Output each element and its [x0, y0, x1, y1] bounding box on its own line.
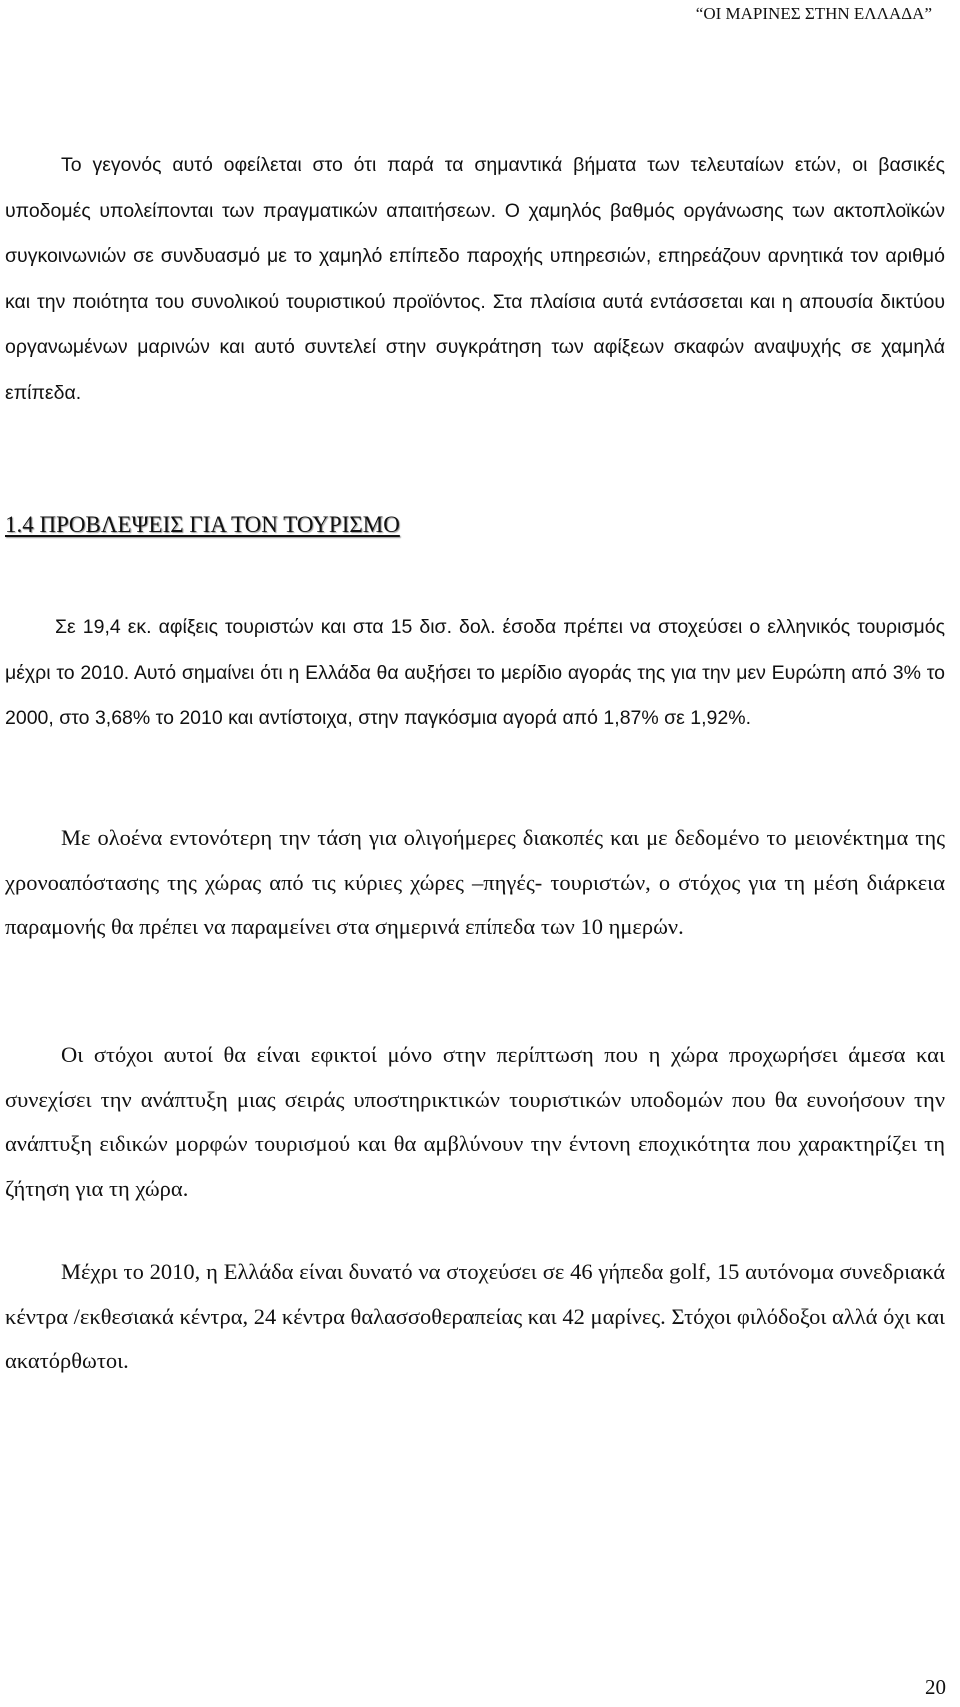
page-number: 20 — [925, 1675, 946, 1699]
paragraph-goals: Οι στόχοι αυτοί θα είναι εφικτοί μόνο στην περίπτωση που η χώρα προχωρήσει άμεσα και συνεχίσει την ανάπτυξη μιας σειράς υποστηρικτικών τουριστικών υποδομών που θα ευνοήσουν την ανάπτυξη ειδικών μορφών τουρισμού και θα αμβλύνουν την έντονη εποχικότητα που χαρακτηρίζει τη ζήτηση για τη χώρα. — [5, 1042, 945, 1201]
paragraph-infrastructure: Το γεγονός αυτό οφείλεται στο ότι παρά τα σημαντικά βήματα των τελευταίων ετών, οι βασικές υποδομές υπολείπονται των πραγματικών απαιτήσεων. Ο χαμηλός βαθμός οργάνωσης των ακτοπλοϊκών συγκοινωνιών σε συνδυασμό με το χαμηλό επίπεδο παροχής υπηρεσιών, επηρεάζουν αρνητικά τον αριθμό και την ποιότητα του συνολικού τουριστικού προϊόντος. Στα πλαίσια αυτά εντάσσεται και η απουσία δικτύου οργανωμένων μαρινών και αυτό συντελεί στην συγκράτηση των αφίξεων σκαφών αναψυχής σε χαμηλά επίπεδα. — [5, 154, 945, 404]
paragraph-infrastructure-goals: Μέχρι το 2010, η Ελλάδα είναι δυνατό να στοχεύσει σε 46 γήπεδα golf, 15 αυτόνομα συνεδριακά κέντρα /εκθεσιακά κέντρα, 24 κέντρα θαλασσοθεραπείας και 42 μαρίνες. Στόχοι φιλόδοξοι αλλά όχι και ακατόρθωτοι. — [5, 1259, 945, 1373]
running-header: “ΟΙ ΜΑΡΙΝΕΣ ΣΤΗΝ ΕΛΛΑΔΑ” — [695, 4, 932, 23]
paragraph-stay-duration: Με ολοένα εντονότερη την τάση για ολιγοήμερες διακοπές και με δεδομένο το μειονέκτημα της χρονοαπόστασης της χώρας από τις κύριες χώρες –πηγές- τουριστών, ο στόχος για τη μέση διάρκεια παραμονής θα πρέπει να παραμείνει στα σημερινά επίπεδα των 10 ημερών. — [5, 825, 945, 939]
section-heading: 1.4 ΠΡΟΒΛΕΨΕΙΣ ΓΙΑ ΤΟΝ ΤΟΥΡΙΣΜΟ — [5, 512, 400, 537]
paragraph-targets: Σε 19,4 εκ. αφίξεις τουριστών και στα 15 δισ. δολ. έσοδα πρέπει να στοχεύσει ο ελληνικός τουρισμός μέχρι το 2010. Αυτό σημαίνει ότι η Ελλάδα θα αυξήσει το μερίδιο αγοράς της για την μεν Ευρώπη από 3% το 2000, στο 3,68% το 2010 και αντίστοιχα, στην παγκόσμια αγορά από 1,87% σε 1,92%. — [5, 616, 945, 729]
